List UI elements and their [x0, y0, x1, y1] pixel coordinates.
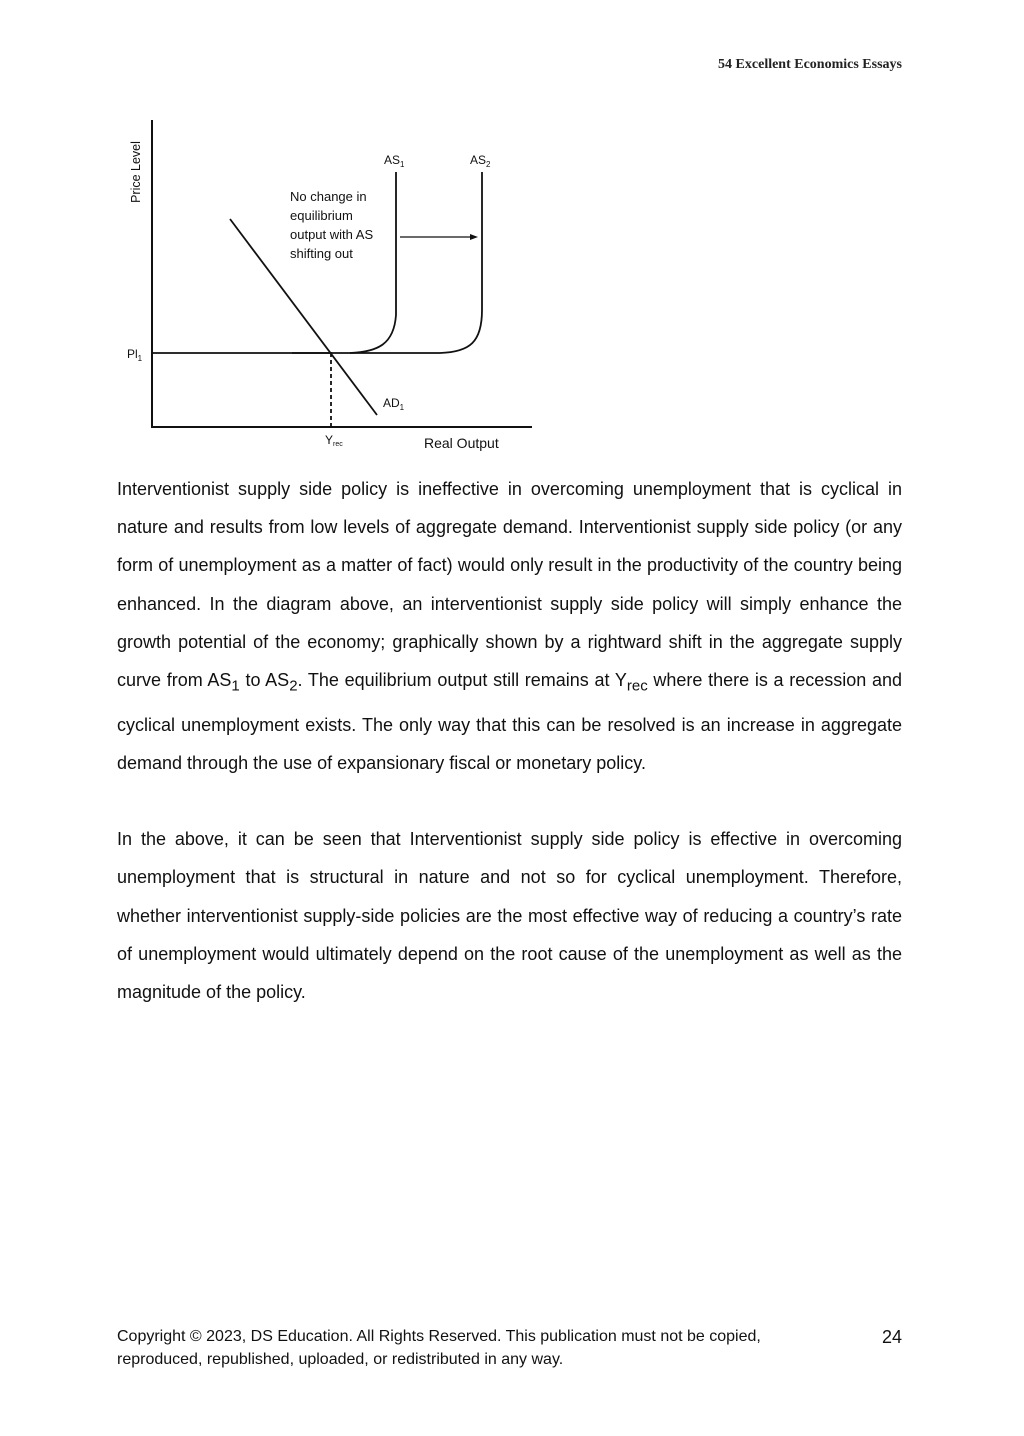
yrec-subscript: rec [626, 677, 648, 695]
annotation-line-4: shifting out [290, 246, 353, 261]
page-number: 24 [881, 1327, 902, 1347]
annotation-line-3: output with AS [290, 227, 374, 242]
ad1-label [383, 396, 405, 412]
ad-as-diagram [110, 110, 550, 460]
page-footer [117, 1325, 902, 1371]
annotation-line-1: No change in [290, 189, 367, 204]
y-axis-label: Price Level [129, 141, 143, 203]
as2-label [470, 153, 491, 169]
output-tick-label [325, 433, 343, 448]
ad-as-diagram-svg [110, 110, 550, 460]
as1-subscript: 1 [231, 677, 240, 695]
paragraph-2: In the above, it can be seen that Interventionist supply side policy is effective in overcoming unemployment that is structural in nature and not so for cyclical unemployment. Therefore, whether interventionist supply-side policies are the most effective way of reducing a country’s rate of unemployment would ultimately depend on the root cause of the unemployment as well as the magnitude of the policy. [117, 829, 902, 1003]
as2-label-sub: 2 [486, 160, 491, 169]
x-axis-label: Real Output [424, 435, 499, 451]
output-tick-sub: rec [333, 441, 343, 448]
price-level-tick-label [127, 347, 143, 363]
price-level-tick-sub: 1 [137, 354, 143, 363]
shift-annotation [290, 189, 377, 261]
running-header: 54 Excellent Economics Essays [718, 57, 902, 72]
body-text [117, 470, 902, 1011]
paragraph-1-part-a: Interventionist supply side policy is ineffective in overcoming unemployment that is cyclical in nature and results from low levels of aggregate demand. Interventionist supply side policy (or any form of unemployment as a matter of fact) would only result in the productivity of the country being enhanced. In the diagram above, an interventionist supply side policy will simply enhance the growth potential of the economy; graphically shown by a rightward shift in the aggregate supply curve from AS [117, 479, 902, 691]
copyright-notice: Copyright © 2023, DS Education. All Rights Reserved. This publication must not be copied, reproduced, republished, uploaded, or redistributed in any way. [117, 1328, 761, 1368]
ad1-label-main: AD [383, 396, 400, 410]
ad1-label-sub: 1 [399, 403, 405, 412]
as1-label [384, 153, 405, 169]
paragraph-1 [117, 470, 902, 782]
annotation-line-2: equilibrium [290, 208, 353, 223]
output-tick-main: Y [325, 433, 334, 447]
as1-label-main: AS [384, 153, 401, 167]
shift-arrow-head [470, 234, 478, 240]
paragraph-1-part-c: . The equilibrium output still remains at Y [297, 670, 627, 691]
paragraph-1-part-d: where there is a recession and cyclical unemployment exists. The only way that this can be resolved is an increase in aggregate demand through the use of expansionary fiscal or monetary policy. [117, 670, 902, 774]
as1-label-sub: 1 [400, 160, 405, 169]
price-level-tick-main: Pl [127, 347, 138, 361]
paragraph-1-part-b: to AS [239, 670, 290, 691]
as2-subscript: 2 [289, 677, 298, 695]
as2-label-main: AS [470, 153, 487, 167]
